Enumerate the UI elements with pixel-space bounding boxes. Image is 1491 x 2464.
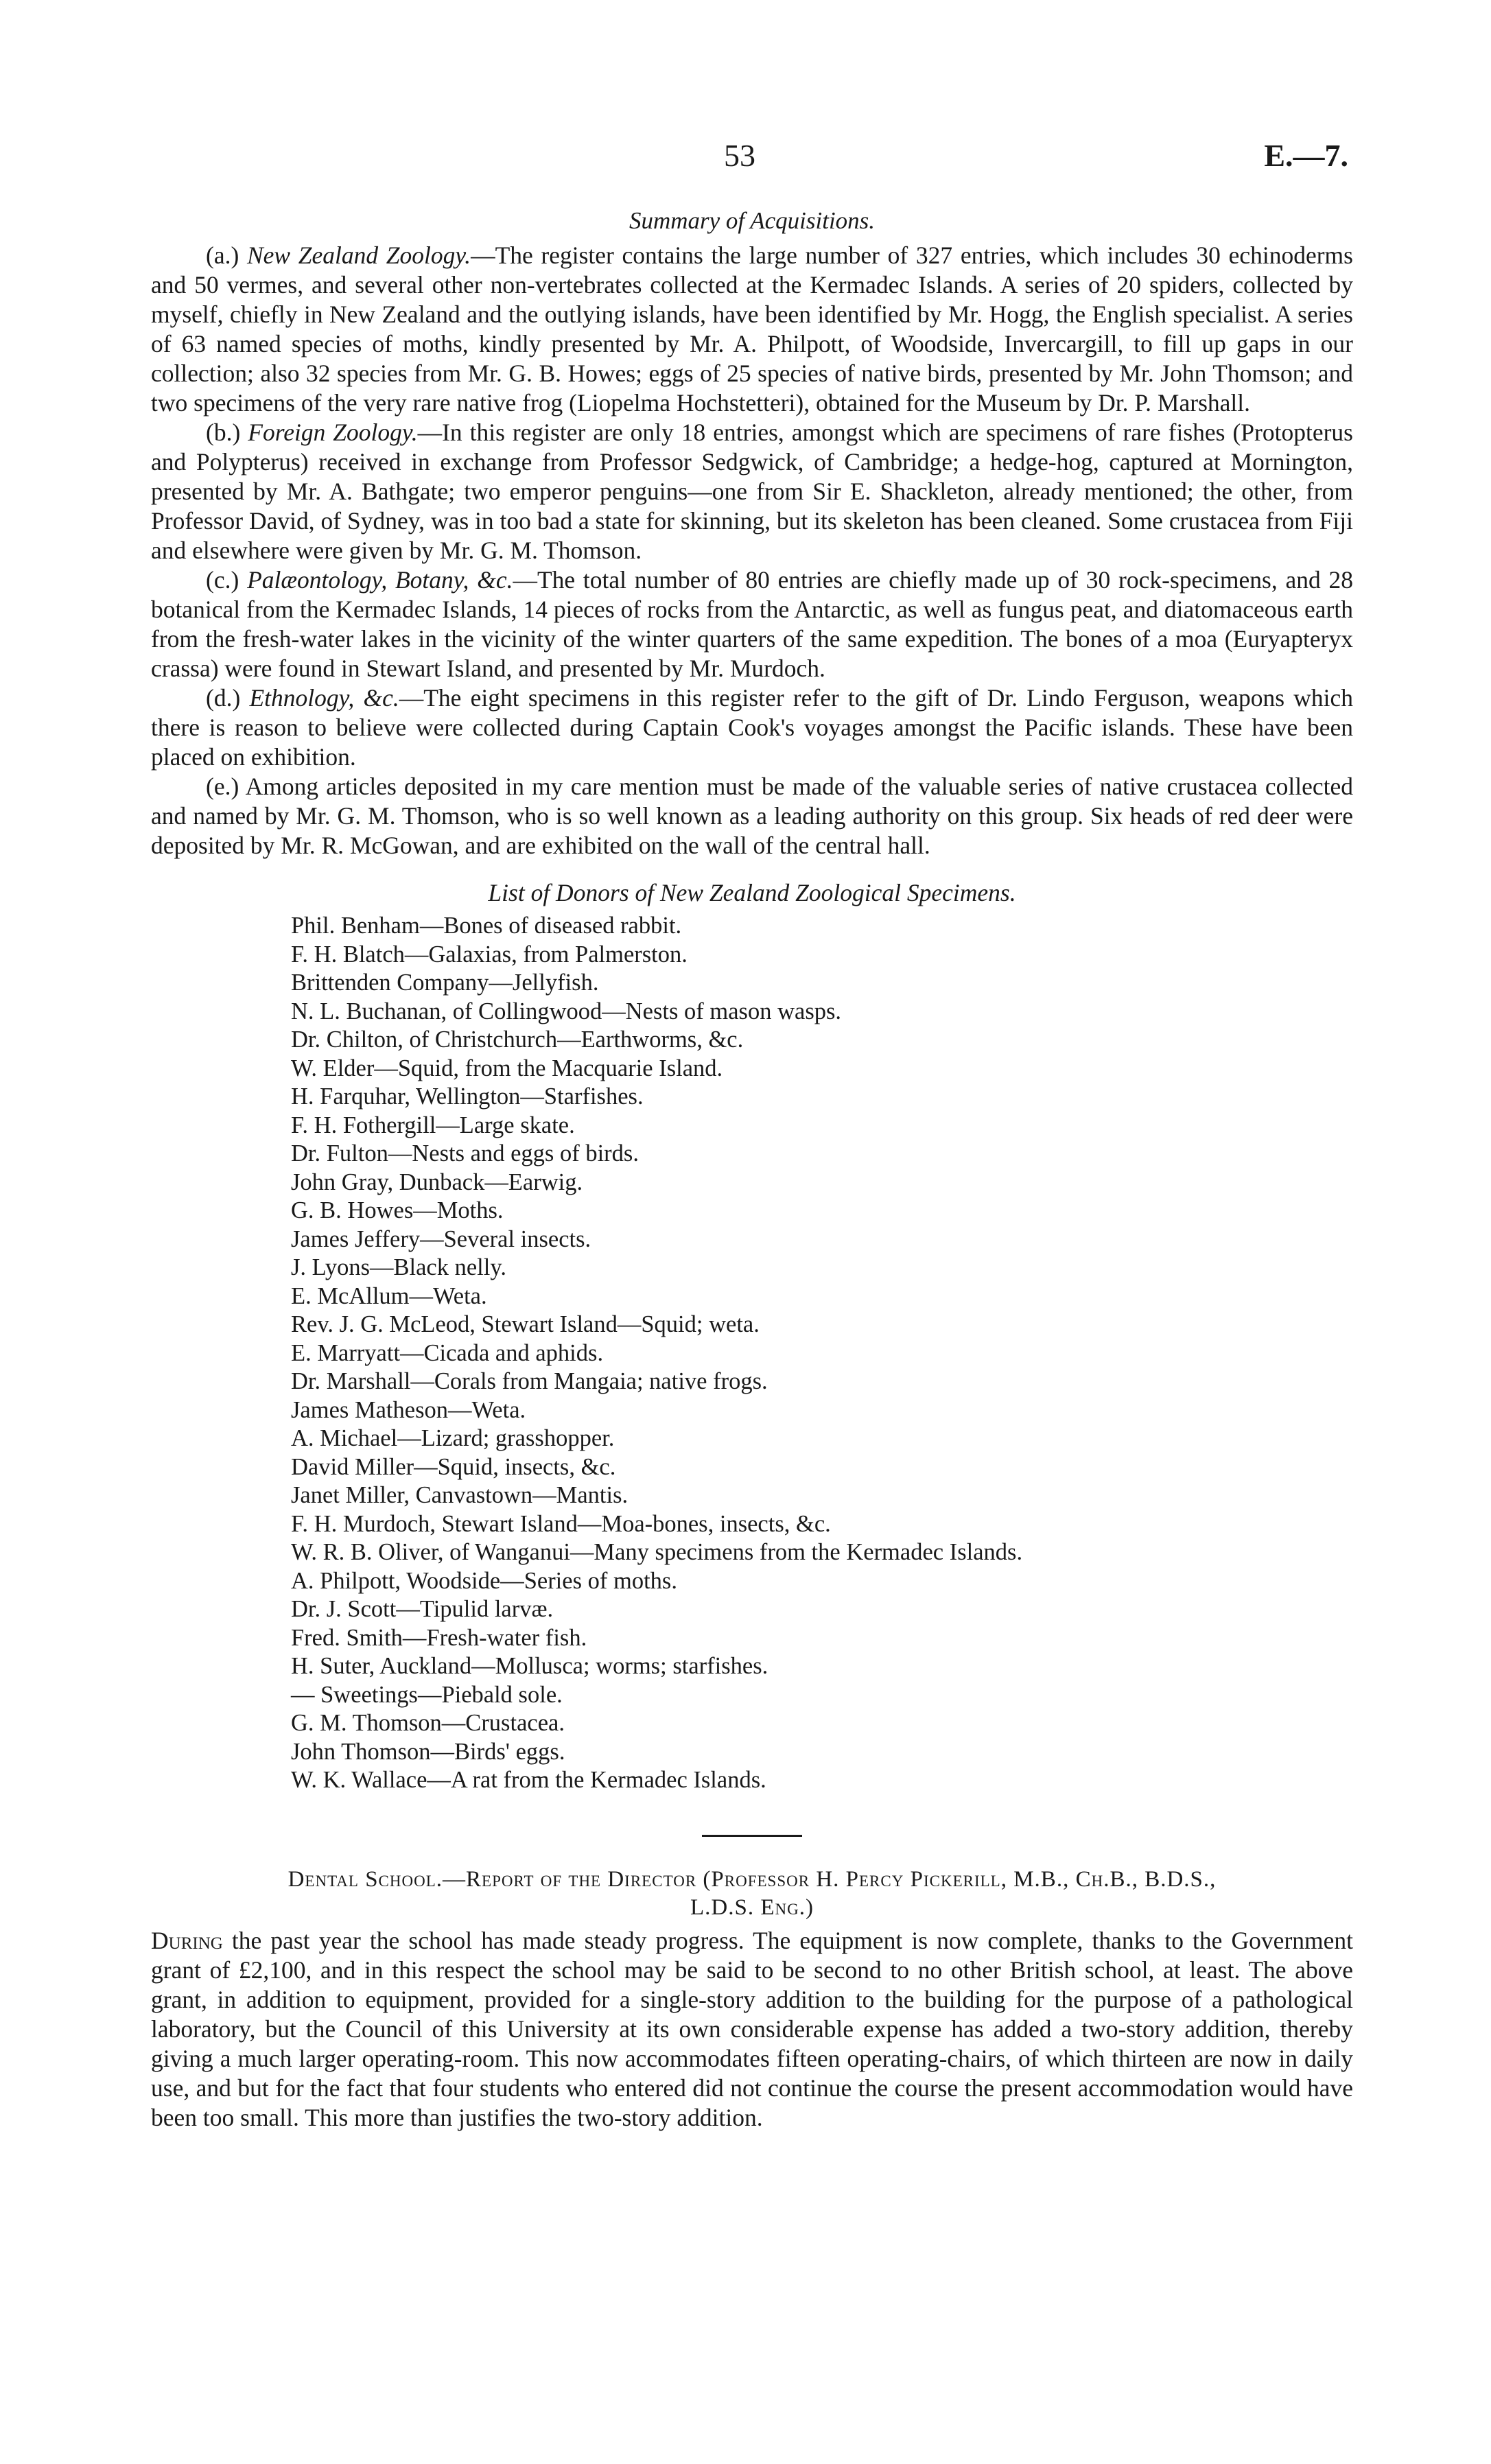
summary-paragraph-e [151,772,1353,860]
donor-entry: Janet Miller, Canvastown—Mantis. [291,1482,629,1508]
donor-entry: E. McAllum—Weta. [291,1282,487,1309]
donor-entry: Phil. Benham—Bones of diseased rabbit. [291,913,682,939]
donor-entry: E. Marryatt—Cicada and aphids. [291,1339,604,1366]
document-reference: E.—7. [1264,138,1348,173]
donor-entry: F. H. Fothergill—Large skate. [291,1112,575,1138]
page-number: 53 [724,138,755,173]
dental-heading [151,1866,1353,1922]
donor-entry: F. H. Murdoch, Stewart Island—Moa-bones, insects, &c. [291,1510,831,1537]
paragraph-label: Palæontology, Botany, &c. [247,566,513,594]
dental-text: the past year the school has made steady progress. The equipment is now complete, thanks to the Government grant of £2,100, and in this respect the school may be said to be second to no other British school, at least. The above grant, in addition to equipment, provided for a single-story addition to the building for the purpose of a pathological laboratory, but the Council of this University at its own considerable expense has added a two-story addition, thereby giving a much larger operating-room. This now accommodates fifteen operating-chairs, of which thirteen are now in daily use, and but for the fact that four students who entered did not continue the course the present accommodation would have been too small. This more than justifies the two-story addition. [151,1926,1353,2131]
donor-entry: John Thomson—Birds' eggs. [291,1738,565,1765]
page-content [151,206,1353,2133]
donor-entry: J. Lyons—Black nelly. [291,1254,506,1280]
summary-paragraph-d [151,683,1353,772]
donor-entry: W. Elder—Squid, from the Macquarie Island. [291,1055,723,1081]
paragraph-lead: (c.) [206,566,248,594]
donor-entry: Dr. Fulton—Nests and eggs of birds. [291,1140,639,1166]
paragraph-lead: (e.) [206,773,246,800]
dental-heading-line: L.D.S. Eng.) [690,1894,814,1920]
donor-entry: W. R. B. Oliver, of Wanganui—Many specimens from the Kermadec Islands. [291,1539,1023,1565]
dental-school-section [151,1866,1353,2133]
donor-entry: A. Philpott, Woodside—Series of moths. [291,1567,677,1594]
donor-entry: Dr. J. Scott—Tipulid larvæ. [291,1596,554,1622]
summary-paragraph-c [151,565,1353,683]
donor-entry: David Miller—Squid, insects, &c. [291,1453,616,1480]
summary-paragraph-a [151,241,1353,418]
dental-heading-line: Dental School.—Report of the Director (Professor H. Percy Pickerill, M.B., Ch.B., B.D.S., [287,1866,1217,1892]
dental-paragraph [151,1926,1353,2133]
donor-entry: James Matheson—Weta. [291,1396,526,1423]
donor-entry: N. L. Buchanan, of Collingwood—Nests of mason wasps. [291,998,842,1024]
paragraph-label: Foreign Zoology. [248,419,418,446]
donor-entry: G. B. Howes—Moths. [291,1197,504,1223]
donor-entry: Dr. Chilton, of Christchurch—Earthworms, &c. [291,1026,744,1053]
dental-lead-word: During [151,1926,223,1954]
summary-paragraph-b [151,418,1353,565]
section-divider [702,1835,802,1837]
donor-entry: F. H. Blatch—Galaxias, from Palmerston. [291,941,688,967]
donor-entry: — Sweetings—Piebald sole. [291,1681,563,1708]
paragraph-label: Ethnology, &c. [249,684,399,712]
donors-title: List of Donors of New Zealand Zoological Specimens. [488,879,1016,906]
donors-list [151,912,1353,1795]
donor-entry: Rev. J. G. McLeod, Stewart Island—Squid; weta. [291,1311,760,1337]
donor-entry: Fred. Smith—Fresh-water fish. [291,1624,587,1651]
donor-entry: H. Farquhar, Wellington—Starfishes. [291,1083,644,1110]
donor-entry: G. M. Thomson—Crustacea. [291,1710,565,1736]
paragraph-text: Among articles deposited in my care mention must be made of the valuable series of native crustacea collected and named by Mr. G. M. Thomson, who is so well known as a leading authority on this group. Six heads of red deer were deposited by Mr. R. McGowan, and are exhibited on the wall of the central hall. [151,773,1353,859]
donor-entry: Brittenden Company—Jellyfish. [291,970,599,996]
summary-section [151,241,1353,860]
page-header [0,137,1491,185]
paragraph-lead: (b.) [206,419,248,446]
paragraph-lead: (a.) [206,242,247,269]
paragraph-text: —The eight specimens in this register refer to the gift of Dr. Lindo Ferguson, weapons which there is reason to believe were collected during Captain Cook's voyages amongst the Pacific islands. These have been placed on exhibition. [151,684,1353,771]
paragraph-text: —In this register are only 18 entries, amongst which are specimens of rare fishes (Protopterus and Polypterus) received in exchange from Professor Sedgwick, of Cambridge; a hedge-hog, captured at Mornington, presented by Mr. A. Bathgate; two emperor penguins—one from Sir E. Shackleton, already mentioned; the other, from Professor David, of Sydney, was in too bad a state for skinning, but its skeleton has been cleaned. Some crustacea from Fiji and elsewhere were given by Mr. G. M. Thomson. [151,419,1353,564]
paragraph-label: New Zealand Zoology. [246,242,471,269]
donor-entry: Dr. Marshall—Corals from Mangaia; native frogs. [291,1368,768,1394]
donor-entry: A. Michael—Lizard; grasshopper. [291,1425,615,1451]
paragraph-text: —The total number of 80 entries are chiefly made up of 30 rock-specimens, and 28 botanical from the Kermadec Islands, 14 pieces of rocks from the Antarctic, as well as fungus peat, and diatomaceous earth from the fresh-water lakes in the vicinity of the winter quarters of the same expedition. The bones of a moa (Euryapteryx crassa) were found in Stewart Island, and presented by Mr. Murdoch. [151,566,1354,682]
donor-entry: H. Suter, Auckland—Mollusca; worms; starfishes. [291,1653,768,1679]
donor-entry: John Gray, Dunback—Earwig. [291,1169,583,1195]
donor-entry: W. K. Wallace—A rat from the Kermadec Islands. [291,1767,766,1793]
paragraph-text: —The register contains the large number of 327 entries, which includes 30 echinoderms and 50 vermes, and several other non-vertebrates collected at the Kermadec Islands. A series of 20 spiders, collected by myself, chiefly in New Zealand and the outlying islands, have been identified by Mr. Hogg, the English specialist. A series of 63 named species of moths, kindly presented by Mr. A. Philpott, of Woodside, Invercargill, to fill up gaps in our collection; also 32 species from Mr. G. B. Howes; eggs of 25 species of native birds, presented by Mr. John Thomson; and two specimens of the very rare native frog (Liopelma Hochstetteri), obtained for the Museum by Dr. P. Marshall. [151,242,1353,416]
donor-entry: James Jeffery—Several insects. [291,1225,591,1252]
paragraph-lead: (d.) [206,684,250,712]
summary-title: Summary of Acquisitions. [629,207,876,234]
